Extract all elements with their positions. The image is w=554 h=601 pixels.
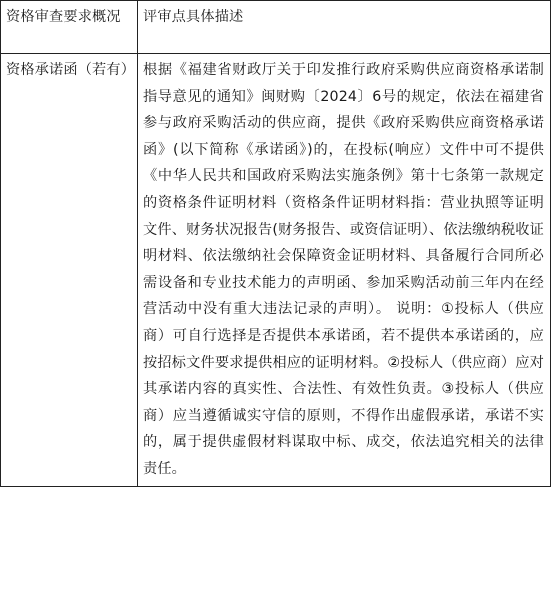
header-requirement-label: 资格审查要求概况: [6, 9, 121, 25]
header-description-label: 评审点具体描述: [143, 9, 244, 25]
description-cell: [138, 54, 551, 487]
header-cell-description: [138, 1, 551, 54]
header-cell-requirement: [1, 1, 138, 54]
requirement-text: 资格承诺函（若有）: [6, 62, 136, 78]
requirement-cell: [1, 54, 138, 487]
description-text: 根据《福建省财政厅关于印发推行政府采购供应商资格承诺制指导意见的通知》闽财购〔2024〕6号的规定，依法在福建省参与政府采购活动的供应商，提供《政府采购供应商资格承诺函》(以下简称《承诺函》)的，在投标(响应）文件中可不提供《中华人民共和国政府采购法实施条例》第十七条第一款规定的资格条件证明材料（资格条件证明材料指：营业执照等证明文件、财务状况报告(财务报告、或资信证明）、依法缴纳税收证明材料、依法缴纳社会保障资金证明材料、具备履行合同所必需设备和专业技术能力的声明函、参加采购活动前三年内在经营活动中没有重大违法记录的声明）。 说明：①投标人（供应商）可自行选择是否提供本承诺函，若不提供本承诺函的，应按招标文件要求提供相应的证明材料。②投标人（供应商）应对其承诺内容的真实性、合法性、有效性负责。③投标人（供应商）应当遵循诚实守信的原则，不得作出虚假承诺，承诺不实的，属于提供虚假材料谋取中标、成交，依法追究相关的法律责任。: [143, 62, 544, 477]
table-header-row: [1, 1, 551, 54]
table-row: [1, 54, 551, 487]
